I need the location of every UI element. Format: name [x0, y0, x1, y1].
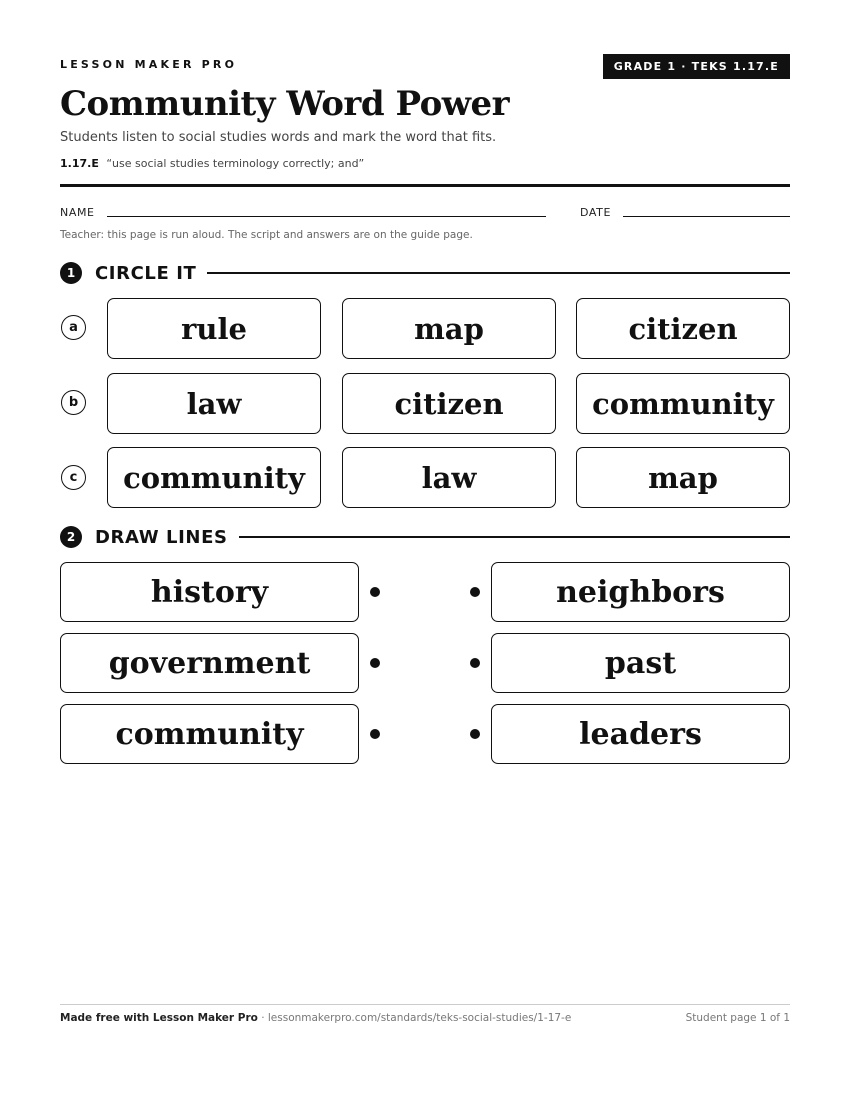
circle-choice[interactable]: law [107, 373, 321, 434]
section-circle-it-header [60, 262, 790, 284]
match-right-dot[interactable] [470, 729, 480, 739]
match-left-word[interactable]: history [60, 562, 359, 622]
circle-choice[interactable]: rule [107, 298, 321, 359]
section-rule [207, 272, 790, 274]
grade-badge: GRADE 1 · TEKS 1.17.E [603, 54, 790, 79]
row-letter-b: b [61, 390, 86, 415]
match-left-dot[interactable] [370, 587, 380, 597]
circle-choice[interactable]: community [576, 373, 790, 434]
section-draw-lines-header [60, 526, 790, 548]
teacher-note: Teacher: this page is run aloud. The script and answers are on the guide page. [60, 229, 473, 241]
circle-choice[interactable]: map [342, 298, 556, 359]
footer-page-number: Student page 1 of 1 [685, 1012, 790, 1024]
footer-made-with: Made free with Lesson Maker Pro [60, 1012, 258, 1024]
section-title: CIRCLE IT [95, 262, 197, 284]
date-label: DATE [580, 206, 612, 219]
standard-line [60, 157, 364, 170]
name-label: NAME [60, 206, 95, 219]
standard-code: 1.17.E [60, 157, 99, 170]
match-right-dot[interactable] [470, 587, 480, 597]
circle-choice[interactable]: citizen [576, 298, 790, 359]
section-number-badge: 1 [60, 262, 82, 284]
date-line[interactable] [623, 216, 790, 217]
circle-choice[interactable]: law [342, 447, 556, 508]
match-right-word[interactable]: leaders [491, 704, 790, 764]
name-line[interactable] [107, 216, 546, 217]
section-rule [239, 536, 790, 538]
circle-choice[interactable]: citizen [342, 373, 556, 434]
brand-name: LESSON MAKER PRO [60, 58, 238, 71]
match-left-word[interactable]: community [60, 704, 359, 764]
section-number-badge: 2 [60, 526, 82, 548]
match-right-word[interactable]: past [491, 633, 790, 693]
footer-url[interactable]: · lessonmakerpro.com/standards/teks-social-studies/1-17-e [257, 1012, 572, 1024]
footer-divider [60, 1004, 790, 1005]
match-right-dot[interactable] [470, 658, 480, 668]
footer-credit [60, 1012, 571, 1024]
match-left-word[interactable]: government [60, 633, 359, 693]
match-right-word[interactable]: neighbors [491, 562, 790, 622]
match-left-dot[interactable] [370, 658, 380, 668]
circle-choice[interactable]: community [107, 447, 321, 508]
match-left-dot[interactable] [370, 729, 380, 739]
header-divider [60, 184, 790, 187]
page-title: Community Word Power [60, 84, 510, 124]
standard-text: “use social studies terminology correctly; and” [106, 157, 365, 170]
page-subtitle: Students listen to social studies words and mark the word that fits. [60, 130, 497, 145]
section-title: DRAW LINES [95, 526, 228, 548]
row-letter-c: c [61, 465, 86, 490]
circle-choice[interactable]: map [576, 447, 790, 508]
row-letter-a: a [61, 315, 86, 340]
